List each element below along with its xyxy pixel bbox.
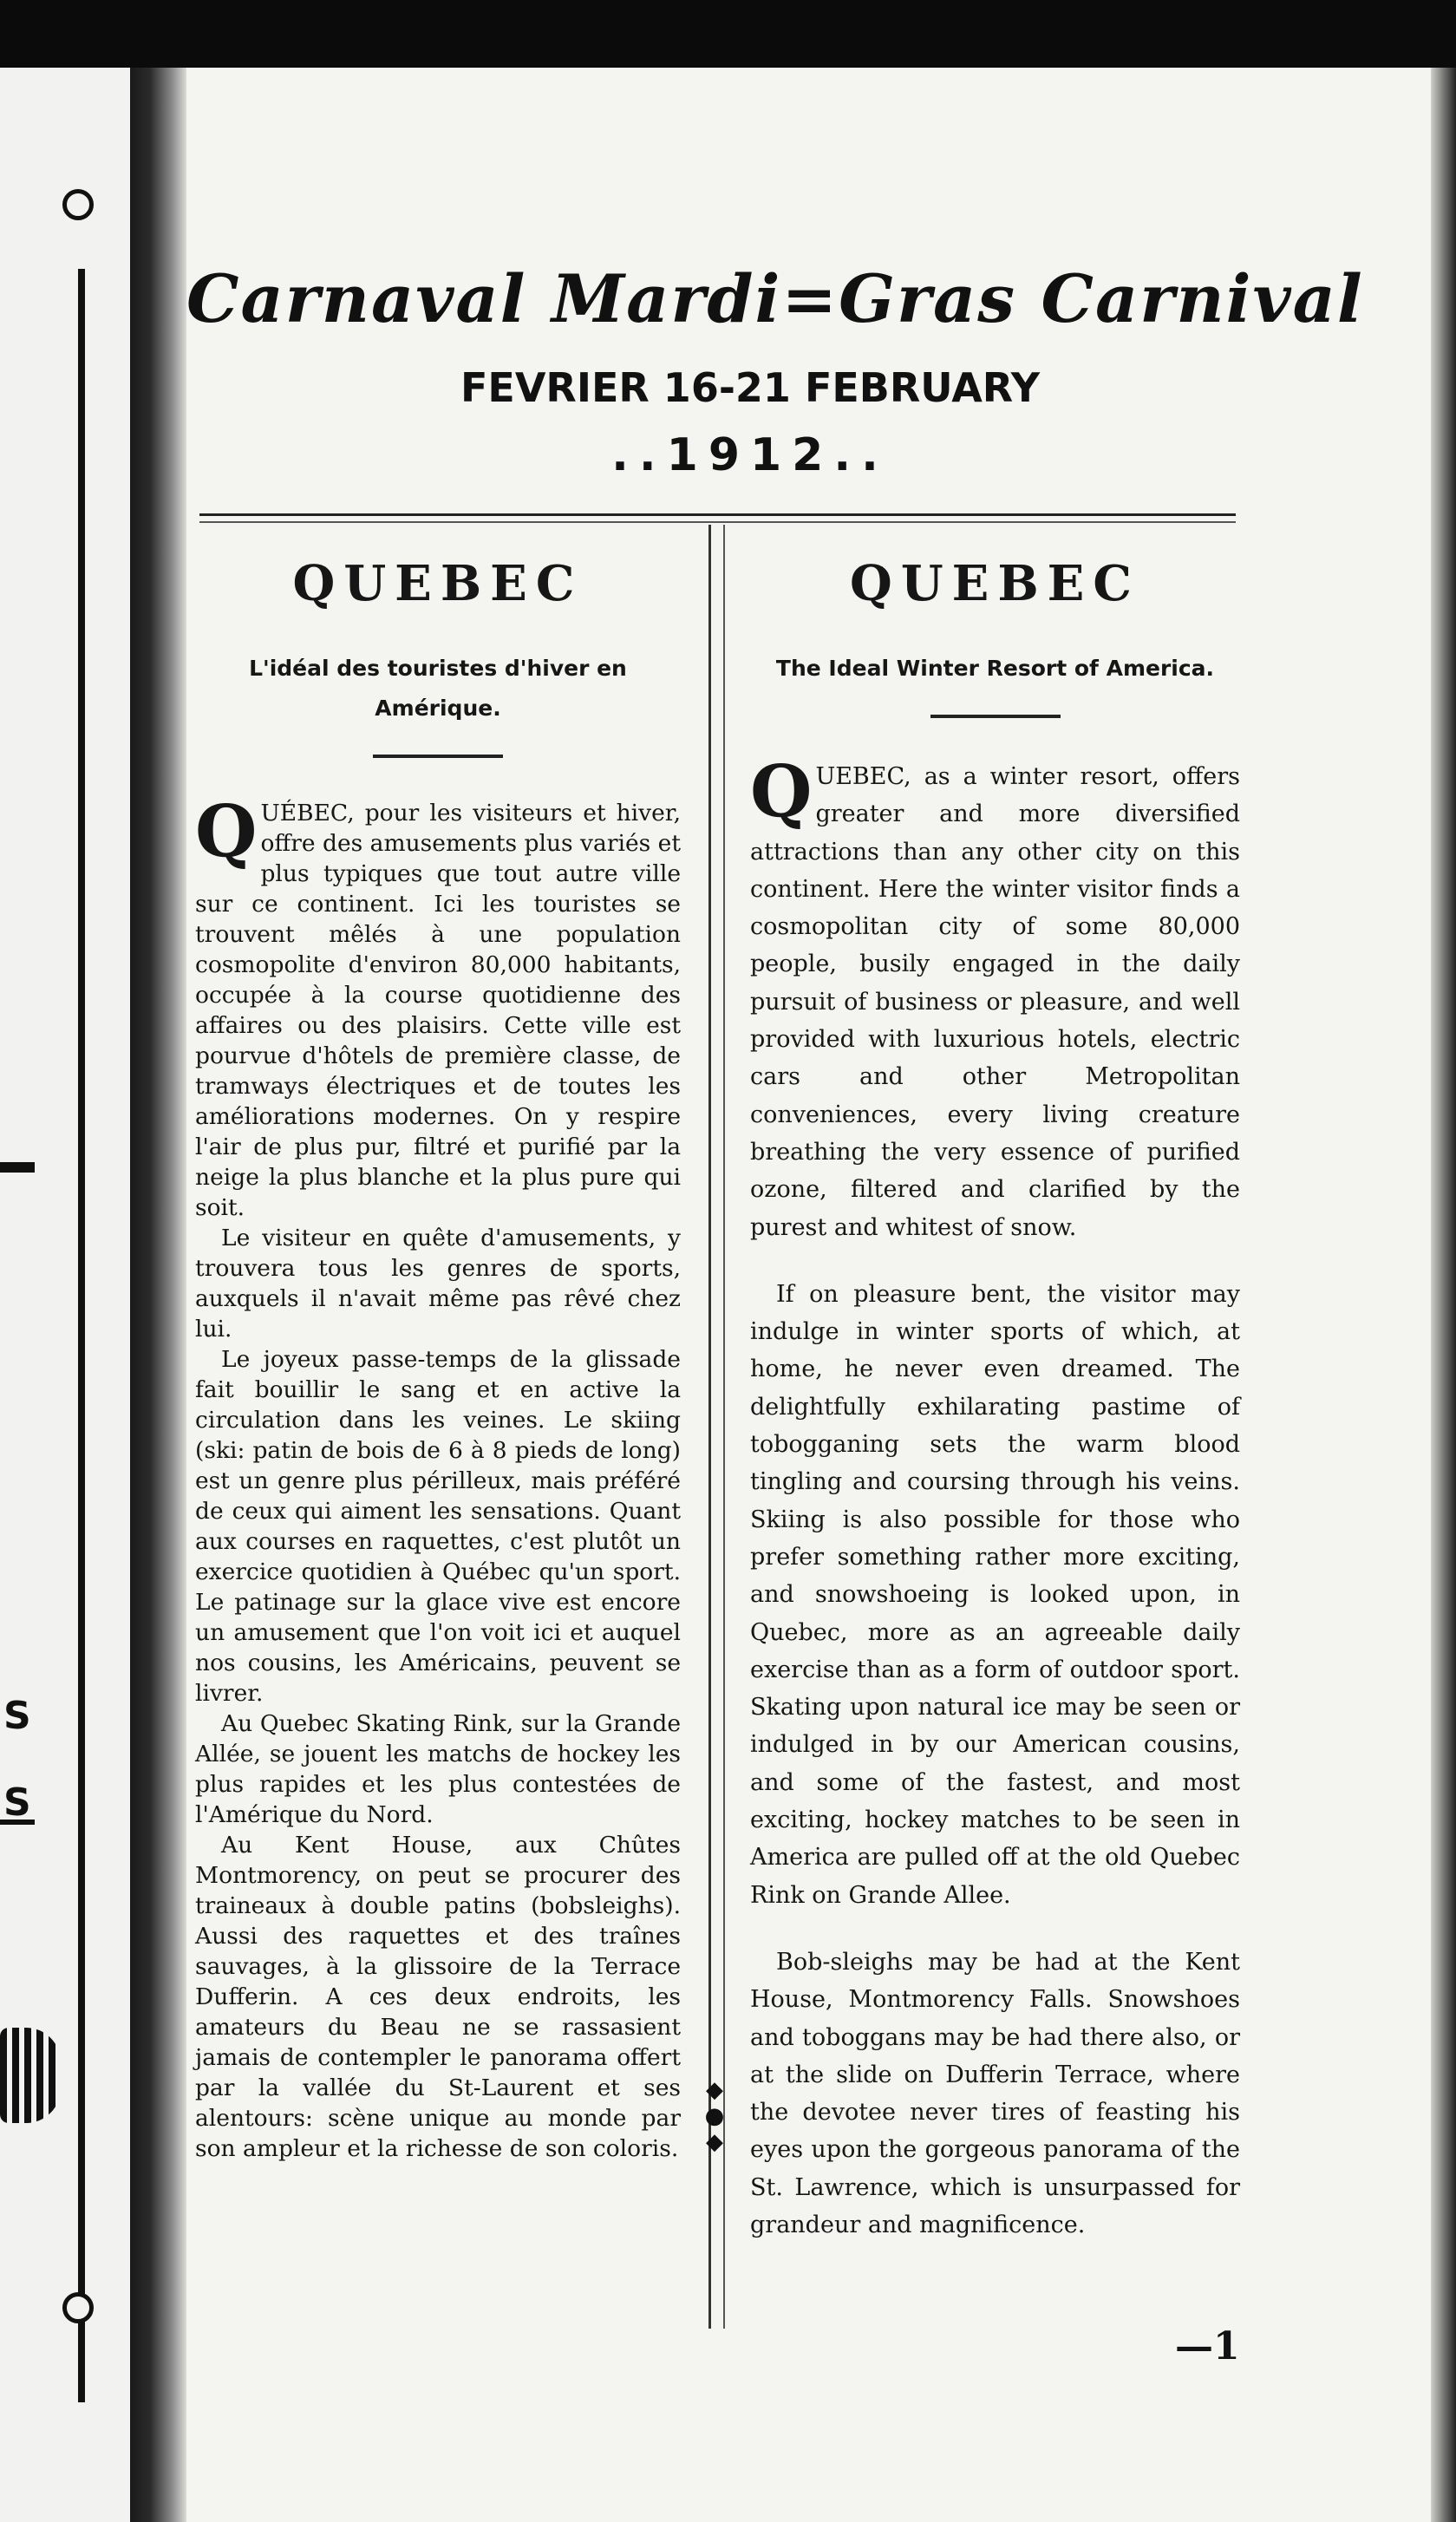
page-edge-shadow [1431, 68, 1456, 2522]
event-year: ..1912.. [611, 429, 889, 481]
column-heading: QUEBEC [850, 555, 1140, 612]
previous-page-letter: S [3, 1780, 31, 1825]
article-paragraph: Bob-sleighs may be had at the Kent House, Montmorency Falls. Snowshoes and toboggans may be had there also, or at the slide on Dufferin Terrace, where the devotee never tires of feasting his eyes upon the gorgeous panorama of the St. Lawrence, which is unsurpassed for grandeur and magnificence. [750, 1948, 1240, 2238]
paragraph-text: UEBEC, as a winter resort, offers greater and more diversified attractions than any other city on this continent. Here the winter visitor finds a cosmopolitan city of some 80,000 people, busily engaged in the daily pursuit of business or pleasure, and well provided with luxurious hotels, electric cars and other Metropolitan conveniences, every living creature breathing the very essence of purified ozone, filtered and clarified by the purest and whitest of snow. [750, 763, 1240, 1241]
frame-corner-ornament [62, 189, 94, 220]
crown-ornament [0, 2028, 61, 2123]
drop-cap: Q [195, 790, 258, 873]
page-number: —1 [1175, 2324, 1240, 2368]
drop-cap: Q [750, 750, 813, 833]
column-divider [708, 525, 725, 2329]
paragraph-text: UÉBEC, pour les visiteurs et hiver, offre des amusements plus variés et plus typiques que tout autre ville sur ce continent. Ici les touristes se trouvent mêlés à une population cosmopolite d'environ 80,000 habitants, occupée à la course quotidienne des affaires ou des plaisirs. Cette ville est pourvue d'hôtels de première classe, de tramways électriques et de toutes les améliorations modernes. On y respire l'air de plus pur, filtré et purifié par la neige la plus blanche et la plus pure qui soit. [195, 800, 681, 1221]
previous-page-rule [0, 1162, 35, 1173]
english-column [750, 555, 1240, 2244]
article-paragraph [195, 790, 681, 1223]
book-spine [130, 68, 186, 2522]
column-subheading: L'idéal des touristes d'hiver en Amérique. [249, 656, 627, 721]
column-heading: QUEBEC [292, 555, 584, 612]
frame-corner-ornament [62, 2292, 94, 2323]
article-paragraph: Le joyeux passe-temps de la glissade fait bouillir le sang et en active la circulation dans les veines. Le skiing (ski: patin de bois de 6 à 8 pieds de long) est un genre plus périlleux, mais préféré de ceux qui aiment les sensations. Quant aux courses en raquettes, c'est plutôt un exercice quotidien à Québec qu'un sport. Le patinage sur la glace vive est encore un amusement que l'on voit ici et auquel nos cousins, les Américains, peuvent se livrer. [195, 1346, 681, 1707]
article-paragraph: Au Kent House, aux Chûtes Montmorency, on peut se procurer des traineaux à double patins (bobsleighs). Aussi des raquettes et des traînes sauvages, à la glissoire de la Terrace Dufferin. A ces deux endroits, les amateurs du Beau ne se rassasient jamais de contempler le panorama offert par la vallée du St-Laurent et ses alentours: scène unique au monde par son ampleur et la richesse de son coloris. [195, 1832, 681, 2162]
article-paragraph: If on pleasure bent, the visitor may indulge in winter sports of which, at home, he never even dreamed. The delightfully exhilarating pastime of tobogganing sets the warm blood tingling and coursing through his veins. Skiing is also possible for those who prefer something rather more exciting, and snowshoeing is looked upon, in Quebec, more as an agreeable daily exercise than as a form of outdoor sport. Skating upon natural ice may be seen or indulged in by our American cousins, and some of the fastest, and most exciting, hockey matches to be seen in America are pulled off at the old Quebec Rink on Grande Allee. [750, 1280, 1240, 1909]
page-title: Carnaval Mardi=Gras Carnival [186, 260, 1364, 337]
divider-ornament: ◆ ● ◆ [704, 2077, 725, 2155]
column-rule [930, 715, 1061, 718]
event-dates: FEVRIER 16-21 FEBRUARY [460, 364, 1041, 411]
header-rule [199, 513, 1236, 523]
french-column [195, 555, 681, 2164]
article-paragraph: Au Quebec Skating Rink, sur la Grande Allée, se jouent les matchs de hockey les plus rapides et les plus contestées de l'Amérique du Nord. [195, 1710, 681, 1828]
article-paragraph [750, 750, 1240, 1246]
article-paragraph: Le visiteur en quête d'amusements, y trouvera tous les genres de sports, auxquels il n'avait même pas rêvé chez lui. [195, 1225, 681, 1343]
previous-page-edge [0, 68, 130, 2522]
previous-page-letter: S [3, 1694, 31, 1738]
column-rule [373, 755, 503, 758]
column-subheading: The Ideal Winter Resort of America. [775, 656, 1215, 681]
